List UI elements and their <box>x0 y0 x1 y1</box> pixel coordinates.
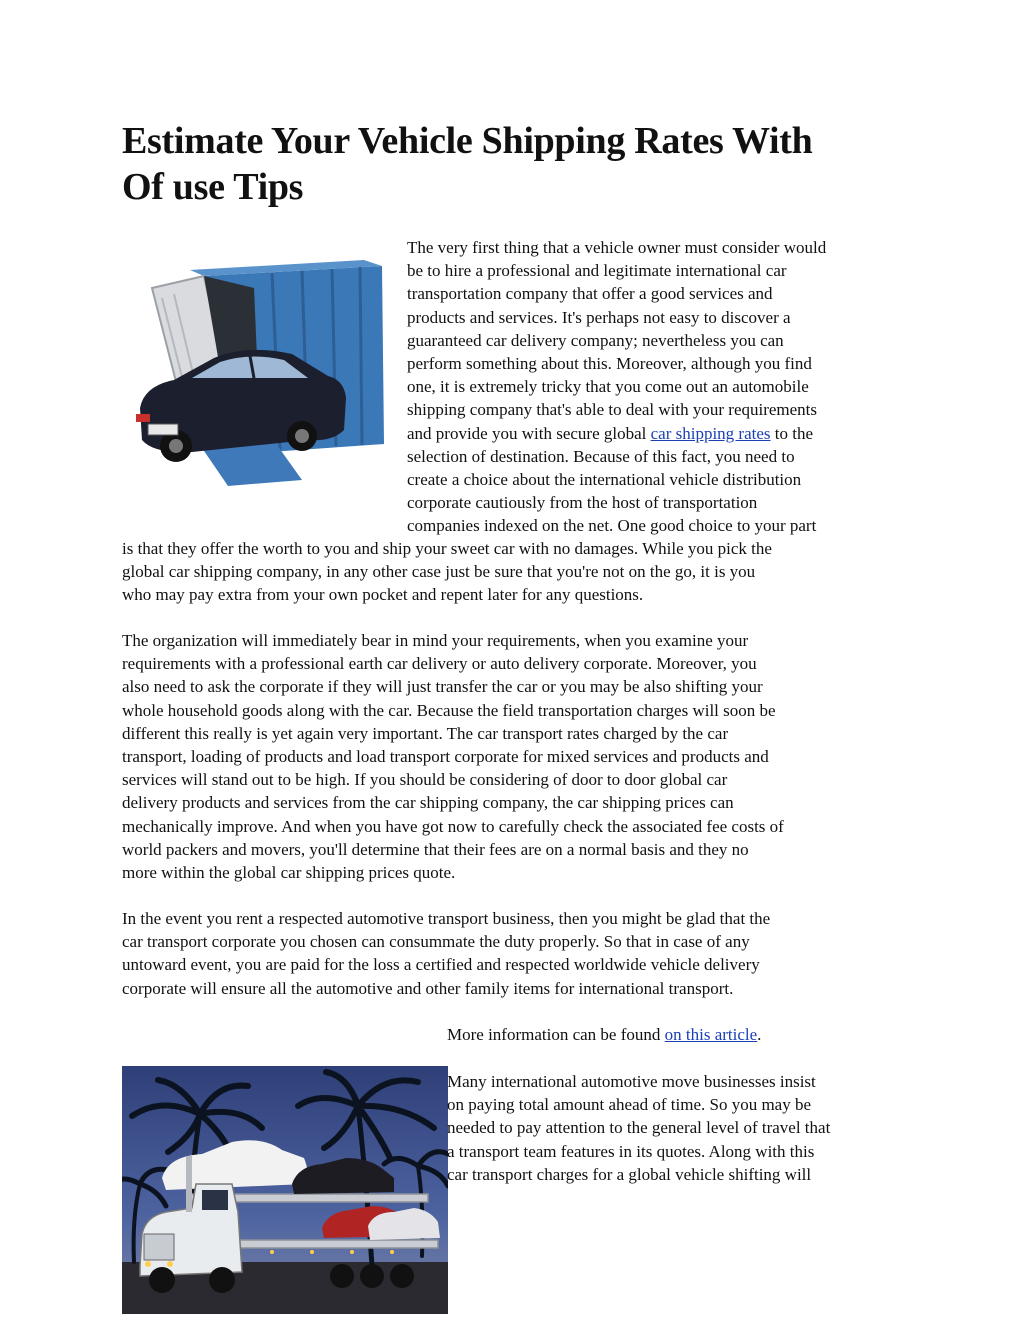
para1-line: perform something about this. Moreover, although you find <box>407 354 812 374</box>
para2-line: more within the global car shipping prices quote. <box>122 863 456 883</box>
para2-line: mechanically improve. And when you have got now to carefully check the associated fee costs of <box>122 816 784 836</box>
para1-line: shipping company that's able to deal with your requirements <box>407 400 818 420</box>
paragraph-2 <box>122 629 784 884</box>
para2-line: world packers and movers, you'll determine that their fees are on a normal basis and they no <box>122 839 749 859</box>
page-title <box>122 118 912 210</box>
para2-line: The organization will immediately bear in mind your requirements, when you examine your <box>122 631 749 650</box>
para1-line: global car shipping company, in any other case just be sure that you're not on the go, it is you <box>122 562 756 582</box>
para4-line: car transport charges for a global vehicle shifting will <box>447 1164 812 1184</box>
para2-line: different this really is yet again very important. The car transport rates charged by the car <box>122 723 729 743</box>
para3-line: In the event you rent a respected automotive transport business, then you might be glad that the <box>122 909 771 928</box>
para2-line: requirements with a professional earth car delivery or auto delivery corporate. Moreover, you <box>122 654 757 674</box>
para3-line: corporate will ensure all the automotive and other family items for international transport. <box>122 978 734 998</box>
car-shipping-rates-link[interactable]: car shipping rates <box>650 423 771 443</box>
para1-line: one, it is extremely tricky that you come out an automobile <box>407 377 809 397</box>
car-carrier-truck-image <box>122 1066 448 1314</box>
para1-line: create a choice about the international vehicle distribution <box>407 470 802 490</box>
para2-line: delivery products and services from the car shipping company, the car shipping prices can <box>122 793 734 813</box>
para4-line: needed to pay attention to the general level of travel that <box>447 1118 831 1138</box>
paragraph-1-side-column <box>407 236 826 538</box>
paragraph-3 <box>122 907 770 1000</box>
para3-line: car transport corporate you chosen can consummate the duty properly. So that in case of any <box>122 932 750 952</box>
title-line-2: Of use Tips <box>122 166 304 208</box>
para1-line: transportation company that offer a good services and <box>407 284 773 304</box>
para1-line: guaranteed car delivery company; nevertheless you can <box>407 330 784 350</box>
para4-line: on paying total amount ahead of time. So you may be <box>447 1095 812 1115</box>
para1-link-line: and provide you with secure global car shipping rates to the <box>407 423 814 443</box>
para4-line: Many international automotive move businesses insist <box>447 1072 816 1091</box>
paragraph-1-continuation <box>122 537 772 607</box>
para1-line: companies indexed on the net. One good choice to your part <box>407 516 817 536</box>
paragraph-4 <box>447 1070 830 1186</box>
para1-line: be to hire a professional and legitimate international car <box>407 261 787 281</box>
para1-line: is that they offer the worth to you and ship your sweet car with no damages. While you pick the <box>122 539 772 558</box>
para2-line: also need to ask the corporate if they will just transfer the car or you may be also shifting your <box>122 677 763 697</box>
car-in-container-image <box>132 258 400 493</box>
para2-line: transport, loading of products and load transport corporate for mixed services and products and <box>122 747 769 767</box>
para1-line: who may pay extra from your own pocket and repent later for any questions. <box>122 585 644 605</box>
title-line-1: Estimate Your Vehicle Shipping Rates With <box>122 120 813 162</box>
para1-line: corporate cautiously from the host of transportation <box>407 493 758 513</box>
para4-line: a transport team features in its quotes. Along with this <box>447 1141 815 1161</box>
more-information-line: More information can be found on this article. <box>447 1025 762 1044</box>
para1-line: products and services. It's perhaps not easy to discover a <box>407 307 791 327</box>
para2-line: services will stand out to be high. If you should be considering of door to door global car <box>122 770 728 790</box>
article-link[interactable]: on this article <box>664 1025 758 1044</box>
para3-line: untoward event, you are paid for the loss a certified and respected worldwide vehicle delivery <box>122 955 760 975</box>
para1-line: The very first thing that a vehicle owner must consider would <box>407 238 827 257</box>
para2-line: whole household goods along with the car. Because the field transportation charges will soon be <box>122 700 776 720</box>
para1-line: selection of destination. Because of this fact, you need to <box>407 446 795 466</box>
